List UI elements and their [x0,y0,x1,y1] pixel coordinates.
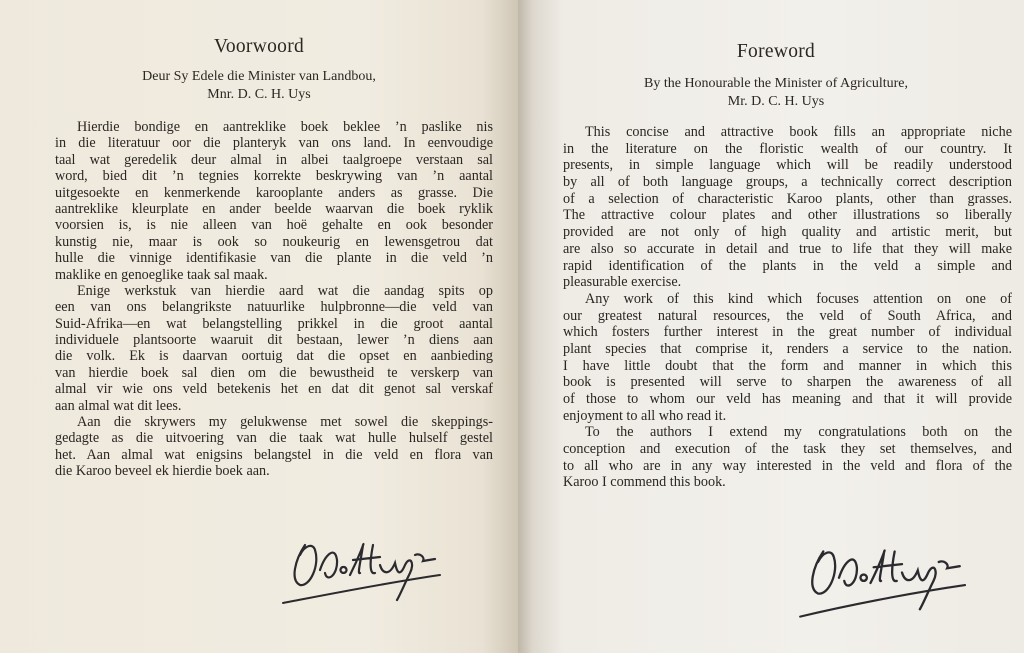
paragraph [563,291,1012,425]
text-line: which fosters further interest in the great number of individual [563,324,1012,341]
text-line: kunstig nie, maar is ook so noukeurig en lewensgetrou dat [55,233,493,250]
paragraph [55,414,493,480]
right-page-english [518,0,1024,653]
text-line: in the literature on the floristic wealth of our country. It [563,140,1012,157]
text-line: book is presented will serve to sharpen the awareness of all [563,374,1012,391]
text-line: een van ons belangrikste natuurlike hulpbronne—die veld van [55,299,493,316]
text-line: die volk. Ek is daarvan oortuig dat die opset en aanbieding [55,348,493,365]
text-line: hulle die vinnige identifikasie van die plante in die veld ’n [55,250,493,267]
text-line: The attractive colour plates and other illustrations so liberally [563,207,1012,224]
text-line: To the authors I extend my congratulations both on the [585,424,1012,441]
text-line: individuele plantsoorte waaruit dit bestaan, lewer ’n diens aan [55,332,493,349]
signature-image [265,515,455,615]
body-text [55,119,493,480]
text-line: in die literatuur oor die planteryk van ons land. In eenvoudige [55,135,493,152]
text-line: almal vir wie ons veld betekenis het en dat dit genot sal verskaf [55,381,493,398]
text-line: maklike en genoeglike taak sal maak. [55,266,268,283]
text-line: enjoyment to all who read it. [563,407,727,424]
text-line: Aan die skrywers my gelukwense met sowel die skeppings- [77,414,493,431]
body-text [563,124,1012,491]
text-line: aan almal wat dit lees. [55,397,182,414]
page-subtitle [518,75,1024,110]
subtitle-line: Mr. D. C. H. Uys [727,93,825,109]
text-line: are also so accurate in detail and true to life that they will make [563,240,1012,257]
text-line: taal wat geredelik deur almal in albei taalgroepe verstaan sal [55,151,493,168]
text-line: word, bied dit ’n tegnies korrekte beskrywing van ’n aantal [55,168,493,185]
text-line: to all who are in any way interested in the veld and flora of the [563,457,1012,474]
text-line: het. Aan almal wat enigsins belangstel in die veld en flora van [55,446,493,463]
text-line: conception and execution of the task they set themselves, and [563,441,1012,458]
text-line: our greatest natural resources, the veld of South Africa, and [563,307,1012,324]
text-line: die Karoo beveel ek hierdie boek aan. [55,463,270,480]
text-line: Enige werkstuk van hierdie aard wat die aandag spits op [77,282,493,299]
paragraph [55,119,493,283]
subtitle-line: Deur Sy Edele die Minister van Landbou, [142,69,376,84]
text-line: Any work of this kind which focuses attention on one of [585,290,1012,307]
text-line: Hierdie bondige en aantreklike boek beklee ’n paslike nis [77,119,493,135]
text-line: I have little doubt that the form and manner in which this [563,357,1012,374]
signature-image [781,520,981,625]
text-line: gedagte as die uitvoering van die taak wat hulle hulself gestel [55,430,493,447]
text-line: Suid-Afrika—en wat belangstelling prikkel in die groot aantal [55,315,493,332]
text-line: by all of both language groups, a technically correct description [563,174,1012,191]
paragraph [563,424,1012,491]
text-line: This concise and attractive book fills an appropriate niche [585,124,1012,140]
text-line: van hierdie boek sal dien om die bewustheid te verskerp van [55,364,493,381]
text-line: of those to whom our veld has meaning and that it will provide [563,391,1012,407]
subtitle-line: By the Honourable the Minister of Agriculture, [644,76,908,91]
text-line: presents, in simple language which will be readily understood [563,157,1012,174]
text-line: Karoo I commend this book. [563,474,726,491]
text-line: plant species that comprise it, renders a service to the nation. [563,340,1012,357]
paragraph [563,124,1012,291]
subtitle-line: Mnr. D. C. H. Uys [207,86,311,102]
text-line: provided are not only of high quality and artistic merit, but [563,224,1012,241]
page-title: Voorwoord [213,36,305,57]
text-line: of a selection of characteristic Karoo plants, other than grasses. [563,190,1012,207]
text-line: aantreklike kleurplate en ander beelde waarvan die boek ryklik [55,200,493,217]
text-line: uitgesoekte en kenmerkende karooplante anders as grasse. Die [55,184,493,201]
text-line: pleasurable exercise. [563,274,682,291]
paragraph [55,283,493,414]
text-line: rapid identification of the plants in the veld a simple and [563,257,1012,274]
page-title: Foreword [736,41,816,62]
text-line: voorsien is, is nie alleen van hoë gehalte en ook besonder [55,217,493,234]
page-subtitle [0,68,518,103]
